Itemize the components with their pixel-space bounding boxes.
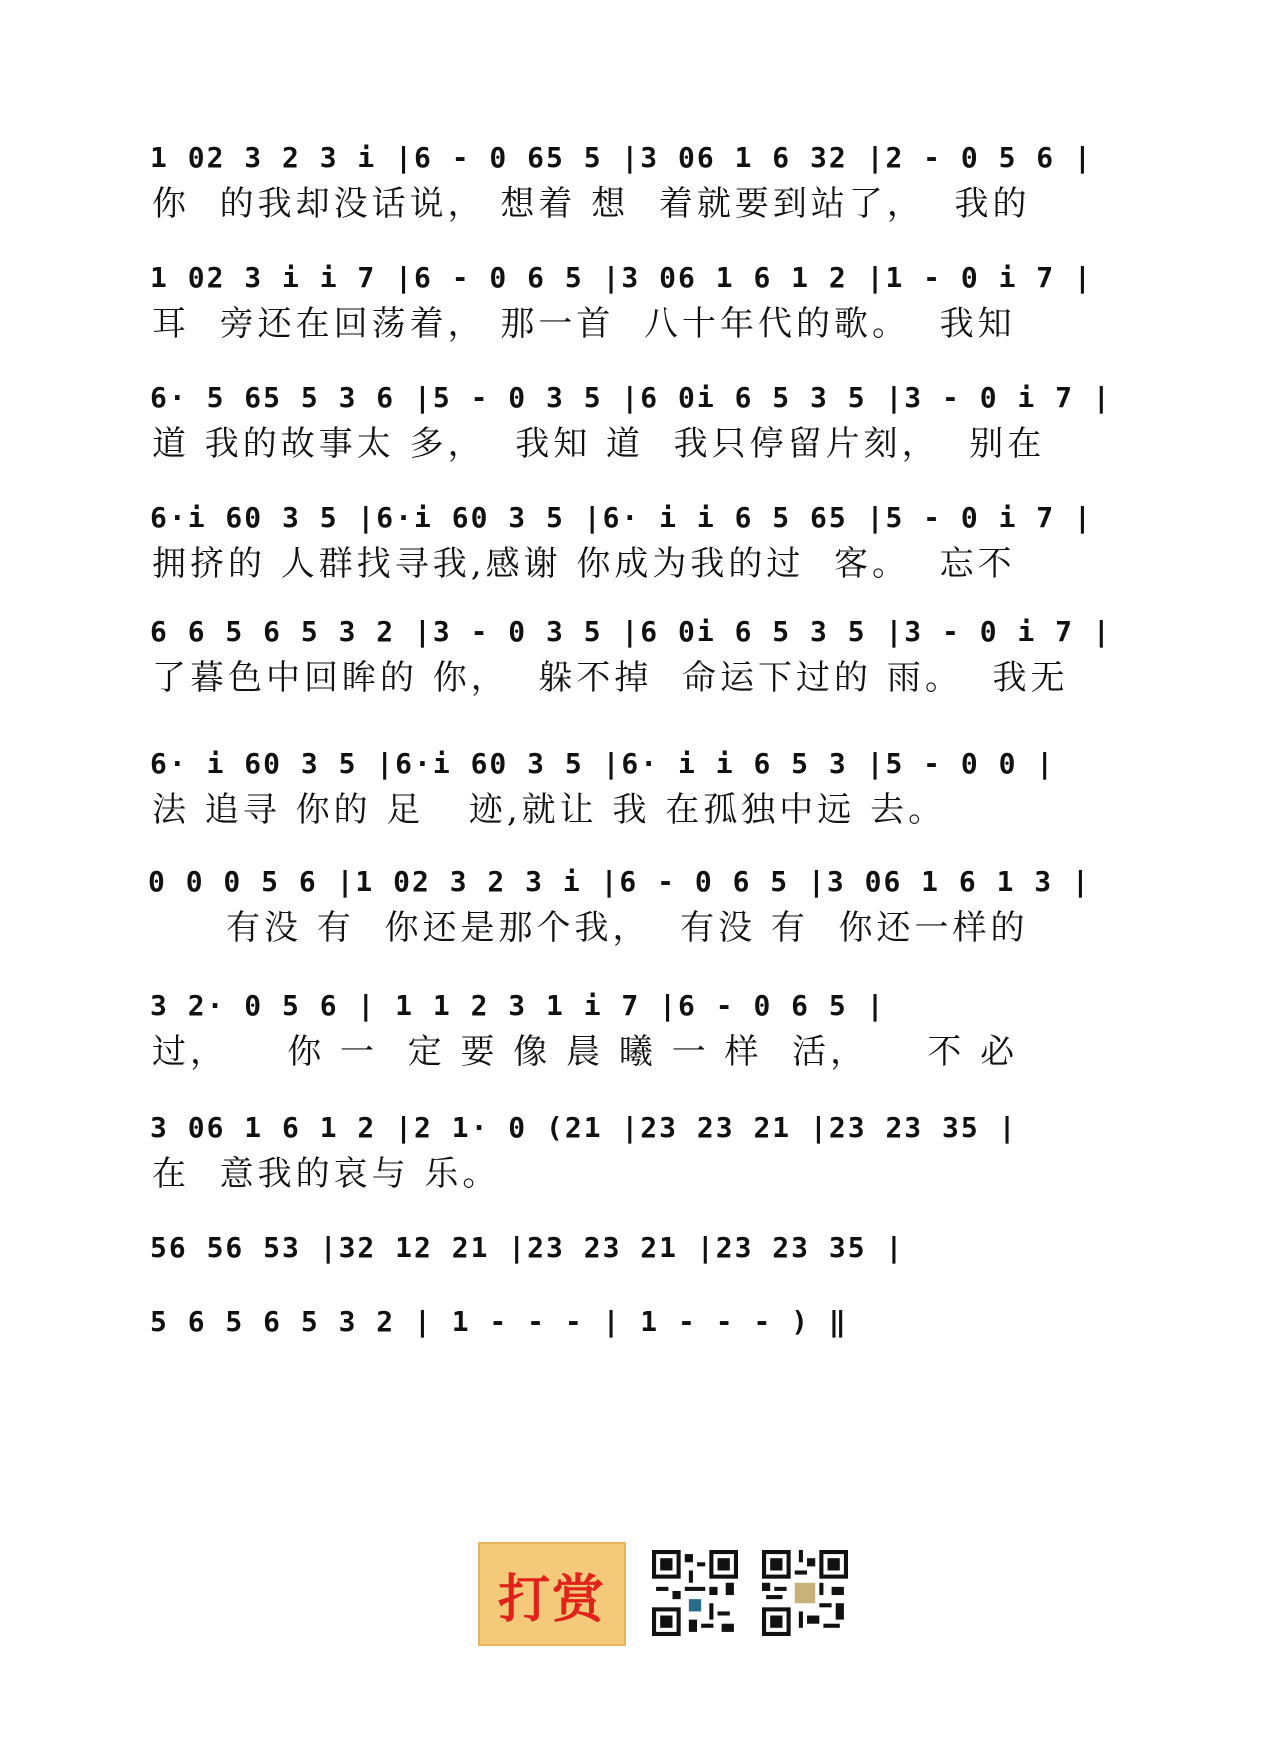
lyrics-line-5: 了暮色中回眸的 你， 躲不掉 命运下过的 雨。 我无 bbox=[152, 658, 1069, 698]
notation-line-2: 1 02 3 i i 7 |6 - 0 6 5 |3 06 1 6 1 2 |1 - 0 i 7 | bbox=[150, 261, 1093, 294]
notation-line-4: 6·i 60 3 5 |6·i 60 3 5 |6· i i 6 5 65 |5 - 0 i 7 | bbox=[150, 501, 1093, 534]
notation-line-11: 5 6 5 6 5 3 2 | 1 - - - | 1 - - - ) ‖ bbox=[150, 1305, 848, 1338]
lyrics-line-4: 拥挤的 人群找寻我,感谢 你成为我的过 客。 忘不 bbox=[152, 544, 1016, 584]
notation-line-6: 6· i 60 3 5 |6·i 60 3 5 |6· i i 6 5 3 |5 - 0 0 | bbox=[150, 747, 1056, 780]
qr-code-left bbox=[652, 1550, 738, 1636]
notation-line-1: 1 02 3 2 3 i |6 - 0 65 5 |3 06 1 6 32 |2 - 0 5 6 | bbox=[150, 141, 1093, 174]
lyrics-line-1: 你 的我却没话说， 想着 想 着就要到站了， 我的 bbox=[152, 184, 1031, 224]
notation-line-9: 3 06 1 6 1 2 |2 1· 0 (21 |23 23 21 |23 23 35 | bbox=[150, 1111, 1018, 1144]
notation-line-3: 6· 5 65 5 3 6 |5 - 0 3 5 |6 0i 6 5 3 5 |3 - 0 i 7 | bbox=[150, 381, 1112, 414]
lyrics-line-3: 道 我的故事太 多， 我知 道 我只停留片刻， 别在 bbox=[152, 424, 1046, 464]
notation-line-5: 6 6 5 6 5 3 2 |3 - 0 3 5 |6 0i 6 5 3 5 |3 - 0 i 7 | bbox=[150, 615, 1112, 648]
lyrics-line-6: 法 追寻 你的 足 迹,就让 我 在孤独中远 去。 bbox=[152, 790, 947, 830]
tip-button[interactable] bbox=[478, 1542, 626, 1646]
notation-line-8: 3 2· 0 5 6 | 1 1 2 3 1 i 7 |6 - 0 6 5 | bbox=[150, 989, 886, 1022]
tip-label: 打赏 bbox=[497, 1569, 606, 1630]
lyrics-line-9: 在 意我的哀与 乐。 bbox=[152, 1154, 501, 1194]
lyrics-line-7: 有没 有 你还是那个我， 有没 有 你还一样的 bbox=[152, 908, 1029, 948]
notation-line-7: 0 0 0 5 6 |1 02 3 2 3 i |6 - 0 6 5 |3 06 1 6 1 3 | bbox=[148, 865, 1091, 898]
lyrics-line-8: 过， 你 一 定 要 像 晨 曦 一 样 活， 不 必 bbox=[152, 1032, 1019, 1072]
qr-code-right bbox=[762, 1550, 848, 1636]
lyrics-line-2: 耳 旁还在回荡着， 那一首 八十年代的歌。 我知 bbox=[152, 304, 1016, 344]
notation-line-10: 56 56 53 |32 12 21 |23 23 21 |23 23 35 | bbox=[150, 1231, 905, 1264]
